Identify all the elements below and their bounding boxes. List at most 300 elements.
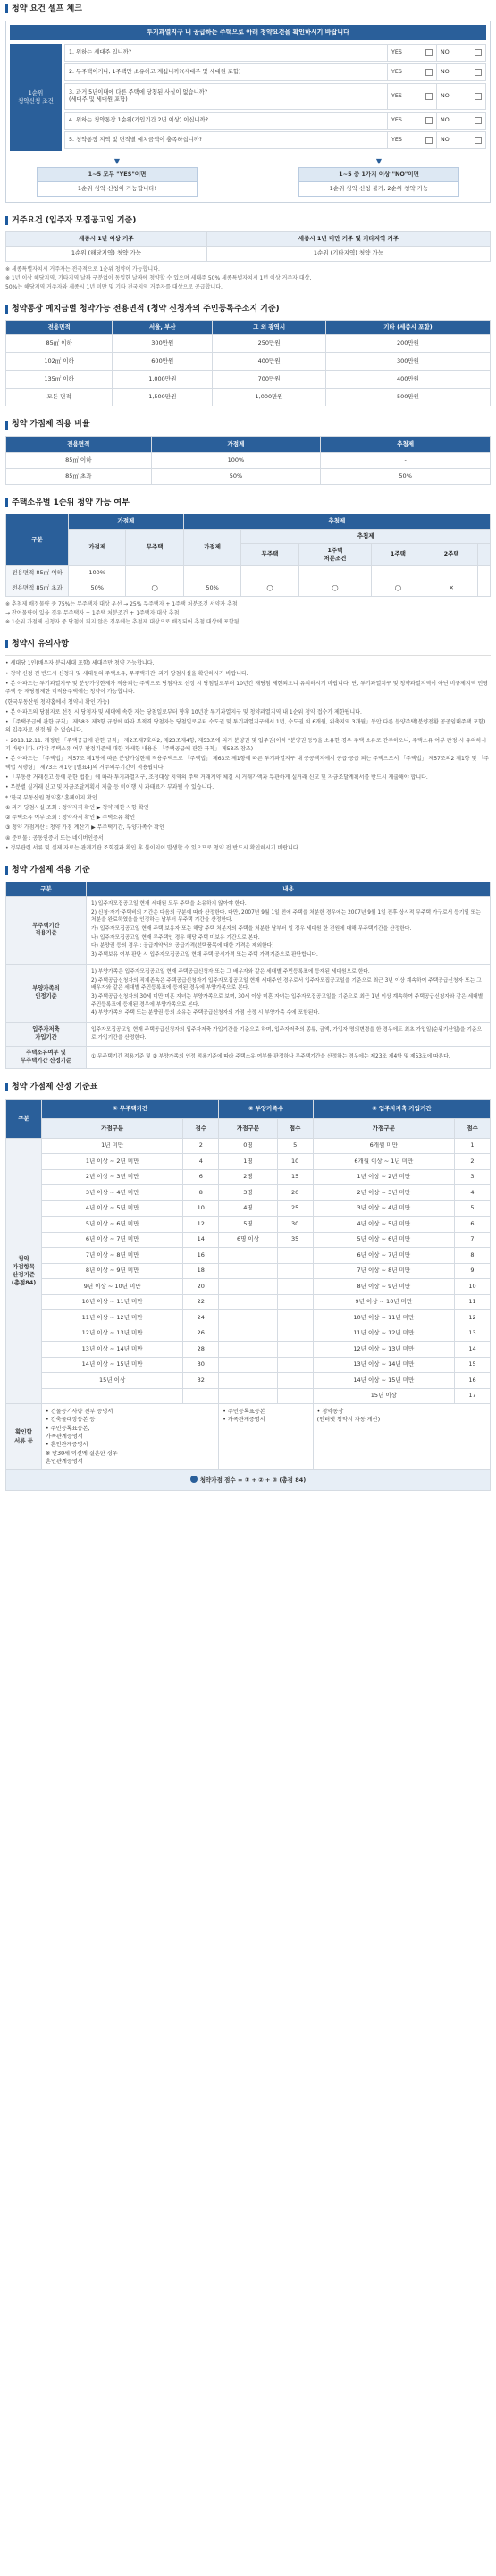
yes-checkbox[interactable] — [425, 117, 433, 124]
deposit-cell: 300만원 — [113, 335, 213, 353]
deposit-cell: 85㎡ 이하 — [6, 335, 113, 353]
criteria-title: 청약 가점제 적용 기준 — [12, 866, 90, 875]
residence-notes — [5, 265, 491, 291]
selfcheck-title: 청약 요건 셀프 체크 — [12, 4, 82, 13]
deposit-cell: 1,000만원 — [213, 389, 326, 406]
question-text: 2. 무주택이거나, 1주택만 소유하고 계십니까?(세대주 및 세대원 포함) — [69, 69, 241, 76]
criteria-line: 2) 주택공급신청자의 직계존속은 주택공급신청자가 입주자모집공고일 현재 세대주인 경우로서 입주자모집공고일을 기준으로 최근 3년 이상 계속하여 주택공급신청자 또는 그 배우자와 같은 세대별 주민등록표에 등재된 경우에 부양가족으로 본다. — [91, 977, 482, 991]
priority-sub: 무주택 — [241, 543, 298, 565]
criteria-key: 무주택기간 적용기준 — [6, 897, 87, 965]
priority-cell: 전용면적 85㎡ 초과 — [6, 581, 69, 596]
score-cell — [219, 1310, 277, 1326]
score-cell — [277, 1263, 313, 1279]
priority-cell: - — [372, 565, 425, 581]
score-cell: 13년 이상 ~ 14년 미만 — [42, 1342, 183, 1358]
section-title-score — [5, 1082, 491, 1093]
score-cell — [277, 1373, 313, 1389]
no-label: NO — [441, 92, 450, 99]
result-no — [298, 156, 459, 196]
no-label: NO — [441, 136, 450, 143]
score-cell: 7년 이상 ~ 8년 미만 — [313, 1263, 454, 1279]
ratio-cell: - — [321, 452, 491, 468]
score-cell: 18 — [183, 1263, 219, 1279]
ratio-cell: 50% — [151, 468, 321, 484]
selfcheck-question — [64, 44, 486, 62]
score-group: ② 부양가족수 — [219, 1099, 313, 1118]
no-label: NO — [441, 48, 450, 55]
residence-col1: 세종시 1년 이상 거주 — [6, 232, 207, 247]
score-cell: 2명 — [219, 1169, 277, 1185]
section-title-ratio — [5, 419, 491, 431]
score-cell — [219, 1279, 277, 1295]
table-row — [6, 335, 491, 353]
score-cell: 10년 이상 ~ 11년 미만 — [313, 1310, 454, 1326]
table-row — [6, 897, 491, 965]
priority-cell: - — [425, 565, 478, 581]
title-bar — [5, 1083, 8, 1091]
section-title-notice — [5, 639, 491, 650]
score-cell: 8년 이상 ~ 9년 미만 — [42, 1263, 183, 1279]
table-row — [6, 389, 491, 406]
score-cell: 0명 — [219, 1138, 277, 1154]
priority-cell: - — [298, 565, 371, 581]
priority-sub: 가점제 — [183, 529, 240, 565]
score-cell: 5 — [277, 1138, 313, 1154]
notice-item: • 「부동산 거래신고 등에 관한 법률」에 따라 투기과열지구, 조정대상 지역의 주택 거래계약 체결 시 거래가액과 무관하게 실거래 신고 및 자금조달계획서를 반드시 제출해야 합니다. — [5, 774, 428, 781]
priority-cell: - — [183, 565, 240, 581]
score-cell — [219, 1357, 277, 1373]
score-cell: 14 — [455, 1342, 491, 1358]
table-row — [6, 1169, 491, 1185]
priority-col-type: 구분 — [6, 514, 69, 565]
result-yes — [37, 156, 198, 196]
title-bar — [5, 4, 8, 13]
priority-cell: ◯ — [372, 581, 425, 596]
table-row — [6, 1294, 491, 1310]
score-cell: 1년 이상 ~ 2년 미만 — [42, 1154, 183, 1170]
no-option[interactable] — [436, 64, 485, 80]
residence-row2: 1순위 (기타지역) 청약 가능 — [206, 247, 490, 261]
ratio-cell: 100% — [151, 452, 321, 468]
criteria-key: 주택소유여부 및 무주택기간 산정기준 — [6, 1047, 87, 1069]
score-cell: 7 — [455, 1232, 491, 1248]
deposit-cell: 200만원 — [325, 335, 490, 353]
table-row — [6, 1217, 491, 1233]
table-row — [6, 1279, 491, 1295]
score-cell: 3년 이상 ~ 4년 미만 — [313, 1200, 454, 1217]
table-row — [6, 1200, 491, 1217]
notice-item: ③ 청약 가점계산 : 청약 가점 계산기 ▶ 무주택기간, 부양가족수 확인 — [5, 824, 164, 832]
score-cell: 12 — [455, 1310, 491, 1326]
residence-note: ※ 1년 이상 해당지역, 기타지역 날짜 구분없이 동일한 날짜에 청약할 수 있으며 세대주 50% 세종특별자치시 1년 이상 거주자 대상, — [5, 274, 312, 281]
priority-sub: 2주택 — [425, 543, 478, 565]
score-docs-row — [6, 1404, 491, 1470]
result-yes-title: 1~5 모두 "YES"이면 — [37, 167, 198, 182]
deposit-cell: 102㎡ 이하 — [6, 353, 113, 371]
priority-note: ※ 1순위 가점제 신청자 중 당첨이 되지 않은 경우에는 추첨제 대상으로 배정되어 추첨 대상에 포함됨 — [5, 618, 240, 625]
table-row — [6, 1138, 491, 1154]
selfcheck-question — [64, 83, 486, 110]
selfcheck-results — [10, 156, 486, 196]
notice-item: • 2018.12.11. 개정된 「주택공급에 관한 규칙」 제2조제7호의2, 제23조제4항, 제53조에 의거 분양권 및 입주권(이하 "분양권 등")을 소유한 경우 주택 소유로 간주하오니, 주택소유 여부 판정 시 유의하시기 바랍니다. (각각 주택소유 여부 판정기준에 대한 자세한 내용은 「주택공급에 관한 규칙」 제53조 참조) — [5, 737, 487, 753]
question-text: 5. 청약통장 지역 및 면적별 예치금액이 충족하십니까? — [69, 137, 203, 144]
priority-cell: 50% — [69, 581, 126, 596]
score-cell: 13 — [455, 1326, 491, 1342]
score-cell: 4 — [183, 1154, 219, 1170]
score-cell: 15 — [277, 1169, 313, 1185]
yes-option[interactable] — [387, 113, 436, 129]
selfcheck-question — [64, 63, 486, 81]
notice-list — [5, 655, 491, 852]
priority-cell: ◯ — [126, 581, 183, 596]
score-cell: 14년 이상 ~ 15년 미만 — [313, 1373, 454, 1389]
score-cell — [219, 1342, 277, 1358]
priority-sub: 추첨제 — [241, 529, 491, 543]
table-row — [6, 1373, 491, 1389]
score-cell: 2 — [455, 1154, 491, 1170]
score-side-label: 청약 가점항목 산정기준 (총점84) — [6, 1138, 42, 1404]
table-row — [6, 581, 491, 596]
priority-sub-empty — [478, 543, 491, 565]
no-checkbox[interactable] — [475, 137, 482, 144]
score-cell — [277, 1357, 313, 1373]
criteria-line: 4) 부양가족의 주택 또는 분양권 등의 소유는 주택공급신청자의 가점 산정 시 부양가족 수에 포함된다. — [91, 1010, 320, 1016]
score-cell: 8년 이상 ~ 9년 미만 — [313, 1279, 454, 1295]
score-cell: 12 — [183, 1217, 219, 1233]
table-row — [6, 1388, 491, 1404]
selfcheck-question — [64, 112, 486, 130]
yes-option[interactable] — [387, 84, 436, 109]
priority-cell: - — [126, 565, 183, 581]
priority-sub: 무주택 — [126, 529, 183, 565]
deposit-header: 전용면적 — [6, 321, 113, 335]
score-cell — [277, 1294, 313, 1310]
score-cell: 3명 — [219, 1185, 277, 1201]
score-cell: 1 — [455, 1138, 491, 1154]
score-cell: 4 — [455, 1185, 491, 1201]
notice-item: (한국부동산원 청약홈에서 청약시 확인 가능) — [5, 698, 110, 706]
score-cell: 28 — [183, 1342, 219, 1358]
score-cell: 3년 이상 ~ 4년 미만 — [42, 1185, 183, 1201]
no-checkbox[interactable] — [475, 69, 482, 76]
priority-note: → 잔여물량이 있을 경우 무주택자 + 1주택 처분조건 + 1주택자 대상 추첨 — [5, 609, 180, 616]
score-cell: 14년 이상 ~ 15년 미만 — [42, 1357, 183, 1373]
score-col-type: 구분 — [6, 1099, 42, 1138]
notice-item: ④ 준비물 : 공동인증서 또는 네이버인증서 — [5, 834, 104, 841]
table-row — [6, 1185, 491, 1201]
no-option[interactable] — [436, 84, 485, 109]
priority-sub: 1주택 처분조건 — [298, 543, 371, 565]
priority-cell: - — [241, 565, 298, 581]
no-checkbox[interactable] — [475, 93, 482, 100]
yes-label: YES — [391, 136, 402, 143]
score-cell: 10 — [277, 1154, 313, 1170]
score-cell: 15 — [455, 1357, 491, 1373]
page — [0, 4, 496, 1500]
score-cell — [219, 1263, 277, 1279]
score-cell: 5년 이상 ~ 6년 미만 — [313, 1232, 454, 1248]
score-cell: 6개월 이상 ~ 1년 미만 — [313, 1154, 454, 1170]
selfcheck-body — [10, 44, 486, 151]
deposit-cell: 135㎡ 이하 — [6, 371, 113, 389]
table-row — [6, 1022, 491, 1046]
score-sub: 가점구분 — [313, 1118, 454, 1138]
deposit-header: 기타 (세종시 포함) — [325, 321, 490, 335]
score-cell — [183, 1388, 219, 1404]
section-title-criteria — [5, 865, 491, 876]
score-cell: 5 — [455, 1200, 491, 1217]
priority-cell-empty — [478, 581, 491, 596]
score-body — [6, 1138, 491, 1404]
notice-item: * '한국 부동산원 청약홈' 홈페이지 확인 — [5, 794, 97, 801]
selfcheck-box — [5, 21, 491, 203]
table-row — [6, 1047, 491, 1069]
yes-checkbox[interactable] — [425, 137, 433, 144]
question-text: 1. 위하는 세대주 입니까? — [69, 49, 132, 56]
yes-label: YES — [391, 92, 402, 99]
score-group: ① 무주택기간 — [42, 1099, 219, 1118]
section-title-selfcheck — [5, 4, 491, 15]
table-row — [6, 1232, 491, 1248]
ratio-cell: 85㎡ 초과 — [6, 468, 152, 484]
title-bar — [5, 498, 8, 507]
selfcheck-question — [64, 131, 486, 149]
no-checkbox[interactable] — [475, 49, 482, 56]
question-text: 3. 과거 5년이내에 다른 주택에 당첨된 사실이 없습니까? (세대주 및 세대원 포함) — [69, 89, 208, 104]
no-label: NO — [441, 68, 450, 75]
no-checkbox[interactable] — [475, 117, 482, 124]
criteria-line: 1) 입주자모집공고일 현재 세대원 모두 주택을 소유하지 않아야 한다. — [91, 901, 247, 907]
score-cell — [42, 1388, 183, 1404]
table-row — [6, 1357, 491, 1373]
score-group: ③ 입주자저축 가입기간 — [313, 1099, 490, 1118]
criteria-line: 3) 주택공급신청자의 30세 미만 미혼 자녀는 부양가족으로 보며, 30세 이상 미혼 자녀는 입주자모집공고일을 기준으로 최근 1년 이상 계속하여 주택공급신청자와 같은 세대별 주민등록표에 등재된 경우에 부양가족으로 본다. — [91, 993, 483, 1008]
yes-label: YES — [391, 68, 402, 75]
deposit-cell: 1,000만원 — [113, 371, 213, 389]
score-doc-label: 확인할 서류 등 — [6, 1404, 42, 1470]
no-label: NO — [441, 116, 450, 123]
title-bar — [5, 640, 8, 648]
notice-item: • 무분별 실거래 신고 및 자금조달계획서 제출 등 미이행 시 과태료가 부과될 수 있습니다. — [5, 784, 214, 791]
priority-cell: 100% — [69, 565, 126, 581]
score-cell: 30 — [277, 1217, 313, 1233]
deposit-cell: 1,500만원 — [113, 389, 213, 406]
residence-row1: 1순위 (해당지역) 청약 가능 — [6, 247, 207, 261]
priority-cell: 전용면적 85㎡ 이하 — [6, 565, 69, 581]
score-cell: 2년 이상 ~ 3년 미만 — [42, 1169, 183, 1185]
table-row — [6, 1154, 491, 1170]
table-row — [6, 353, 491, 371]
criteria-line: 2) 신청·자기·주택비의 기간은 다음의 구분에 따라 산정한다. 다만, 2007년 9월 1일 전에 주택을 처분한 경우에는 2007년 9월 1일 전후 상시적 무주택 가구로서 등기일 또는 처분을 완료하였음을 인정하는 날부터 무주택 기간을 산정한다. — [91, 909, 481, 924]
criteria-line: 가) 입주자모집공고일 현재 주택 보유자 또는 해당 주택 처분자의 주택을 처분한 날부터 일 경우 세대원 한 전원에 대해 무주택기간을 산정한다. — [91, 926, 412, 933]
title-bar — [5, 421, 8, 430]
priority-table — [5, 514, 491, 596]
criteria-line: 나) 입주자모집공고일 현재 무주택인 경우 해당 주택 미보유 기간으로 본다. — [91, 934, 260, 941]
score-cell: 1명 — [219, 1154, 277, 1170]
score-cell: 12년 이상 ~ 13년 미만 — [42, 1326, 183, 1342]
residence-col2: 세종시 1년 미만 거주 및 기타지역 거주 — [206, 232, 490, 247]
criteria-value — [87, 897, 491, 965]
score-doc: • 청약통장 (인터넷 청약시 자동 계산) — [313, 1404, 490, 1470]
score-formula-text: 청약가점 점수 = ① + ② + ③ (총점 84) — [199, 1476, 307, 1485]
score-formula — [6, 1470, 491, 1491]
yes-option[interactable] — [387, 45, 436, 61]
priority-sub: 1주택 — [372, 543, 425, 565]
score-cell: 2년 이상 ~ 3년 미만 — [313, 1185, 454, 1201]
score-cell: 30 — [183, 1357, 219, 1373]
yes-checkbox[interactable] — [425, 93, 433, 100]
section-title-residence — [5, 215, 491, 227]
deposit-cell: 모든 면적 — [6, 389, 113, 406]
notice-item: • 본 아파트는 투기과열지구 및 분양가상한제가 적용되는 주택으로 당첨자로 선정 시 당첨일로부터 10년간 재당첨 제한되오니 유의하시기 바랍니다. 단, 투기과열지구 및 청약과열지역이 아닌 비규제지역 민영주택 등 재당첨제한 미적용주택에는 청약이 가능합니다. — [5, 680, 488, 696]
score-cell: 4명 — [219, 1200, 277, 1217]
score-cell: 6 — [183, 1169, 219, 1185]
result-no-body: 1순위 청약 신청 불가, 2순위 청약 가능 — [298, 182, 459, 197]
score-sub: 가점구분 — [219, 1118, 277, 1138]
priority-col-lottery: 추첨제 — [183, 514, 490, 529]
selfcheck-side-label-text: 1순위 청약신청 조건 — [18, 89, 54, 105]
bullet-icon — [190, 1476, 198, 1483]
score-cell: 9년 이상 ~ 10년 미만 — [313, 1294, 454, 1310]
selfcheck-side-label — [10, 44, 62, 151]
section-title-priority — [5, 498, 491, 509]
score-cell: 7년 이상 ~ 8년 미만 — [42, 1248, 183, 1264]
deposit-cell: 600만원 — [113, 353, 213, 371]
score-cell — [277, 1279, 313, 1295]
yes-option[interactable] — [387, 132, 436, 148]
notice-item: • 「주택공급에 관한 규칙」 제58조 제3항 규정에 따라 부적격 당첨자는 당첨일로부터 수도권 및 투기과열지구에서 1년, 수도권 외 6개월, 위축지역 3개월」동안 다른 분양주택(분양전환 공공임대주택 포함)의 입주자로 선정 될 수 없습니다. — [5, 719, 486, 734]
score-sub: 점수 — [183, 1118, 219, 1138]
arrow-down-icon: ▼ — [375, 157, 383, 166]
yes-label: YES — [391, 48, 402, 55]
score-cell: 5년 이상 ~ 6년 미만 — [42, 1217, 183, 1233]
score-formula-row — [6, 1470, 491, 1491]
notice-item: ① 과거 당첨사실 조회 : 청약자격 확인 ▶ 청약 제한 사항 확인 — [5, 804, 149, 811]
table-row — [6, 1342, 491, 1358]
score-cell: 15년 이상 — [313, 1388, 454, 1404]
residence-note: ※ 세종특별자치시 거주자는 전국적으로 1순위 청약이 가능합니다. — [5, 265, 160, 272]
priority-cell: 50% — [183, 581, 240, 596]
score-cell — [219, 1294, 277, 1310]
yes-checkbox[interactable] — [425, 69, 433, 76]
priority-sub: 가점제 — [69, 529, 126, 565]
score-title: 청약 가점제 산정 기준표 — [12, 1082, 98, 1091]
table-row — [6, 1326, 491, 1342]
yes-label: YES — [391, 116, 402, 123]
arrow-down-icon: ▼ — [113, 157, 121, 166]
yes-checkbox[interactable] — [425, 49, 433, 56]
score-cell: 9 — [455, 1263, 491, 1279]
table-row — [6, 1310, 491, 1326]
residence-title: 거주요건 (입주자 모집공고일 기준) — [12, 215, 137, 225]
notice-item: • 본 아파트는 「주택법」 제57조 제1항에 따른 분양가상한제 적용주택으로 「주택법」 제63조 제1항에 따른 투기과열지구 내 공공택지에서 공급·공급 되는 주택으로서 「주택법」 제57조의2 제1항 및 「주택법 시행령」 제73조 제1항 [별표4]의 거주의무기간이 적용됩니다. — [5, 756, 490, 771]
deposit-cell: 400만원 — [213, 353, 326, 371]
deposit-cell: 250만원 — [213, 335, 326, 353]
score-cell: 32 — [183, 1373, 219, 1389]
score-cell: 11 — [455, 1294, 491, 1310]
deposit-title: 청약통장 예치금별 청약가능 전용면적 (청약 신청자의 주민등록주소지 기준) — [12, 304, 280, 314]
score-cell: 5명 — [219, 1217, 277, 1233]
score-cell — [219, 1248, 277, 1264]
score-cell: 35 — [277, 1232, 313, 1248]
score-cell: 16 — [455, 1373, 491, 1389]
yes-option[interactable] — [387, 64, 436, 80]
ratio-header: 전용면적 — [6, 436, 152, 452]
notice-item: • 본 아파트의 당첨자로 선정 시 당첨자 및 세대에 속한 자는 당첨일로부터 향후 10년간 투기과열지구 및 청약과열지역 내 1순위 청약 접수가 제한됩니다. — [5, 708, 362, 715]
table-row — [6, 468, 491, 484]
priority-cell: ✕ — [425, 581, 478, 596]
table-row — [6, 452, 491, 468]
no-option[interactable] — [436, 132, 485, 148]
result-yes-body: 1순위 청약 신청이 가능합니다! — [37, 182, 198, 197]
criteria-value — [87, 1047, 491, 1069]
title-bar — [5, 866, 8, 875]
score-cell: 9년 이상 ~ 10년 미만 — [42, 1279, 183, 1295]
score-cell: 10년 이상 ~ 11년 미만 — [42, 1294, 183, 1310]
section-title-deposit — [5, 304, 491, 315]
criteria-col-type: 구분 — [6, 882, 87, 896]
residence-table — [5, 231, 491, 261]
deposit-cell: 500만원 — [325, 389, 490, 406]
criteria-table — [5, 882, 491, 1069]
score-cell: 13년 이상 ~ 14년 미만 — [313, 1357, 454, 1373]
score-cell: 24 — [183, 1310, 219, 1326]
notice-item: • 세대당 1인(배우자 분리세대 포함) 세대주만 청약 가능합니다. — [5, 660, 155, 667]
score-cell — [219, 1373, 277, 1389]
score-doc: • 주민등록표등본 • 가족관계증명서 — [219, 1404, 313, 1470]
table-row — [6, 964, 491, 1022]
score-cell: 1년 이상 ~ 2년 미만 — [313, 1169, 454, 1185]
deposit-header: 서울, 부산 — [113, 321, 213, 335]
score-cell: 20 — [277, 1185, 313, 1201]
priority-cell: ◯ — [241, 581, 298, 596]
priority-cell: ◯ — [298, 581, 371, 596]
score-cell: 11년 이상 ~ 12년 미만 — [313, 1326, 454, 1342]
criteria-line: ① 무주택기간 적용기준 및 ② 부양가족의 인정 적용기준에 따라 주택소유 여부를 판정하나 무주택기간을 산정하는 경우에는 제23조 제4항 및 제53조에 따른다. — [91, 1054, 450, 1060]
score-cell — [219, 1326, 277, 1342]
score-cell: 10 — [455, 1279, 491, 1295]
criteria-line: 3) 주택보유 여부 판단 시 입주자모집공고일 현재 주택 공시가격 또는 주택 가격기준으로 판단합니다. — [91, 952, 318, 958]
notice-title: 청약시 유의사항 — [12, 639, 69, 648]
table-row — [6, 1263, 491, 1279]
criteria-value — [87, 1022, 491, 1046]
priority-cell-empty — [478, 565, 491, 581]
score-cell — [277, 1388, 313, 1404]
no-option[interactable] — [436, 45, 485, 61]
question-text: 4. 위하는 청약통장 1순위(가입기간 2년 이상) 이십니까? — [69, 117, 208, 124]
score-cell: 4년 이상 ~ 5년 미만 — [42, 1200, 183, 1217]
priority-notes — [5, 600, 491, 626]
notice-item: • 청약 신청 전 반드시 신청자 및 세대원의 주택소유, 무주택기간, 과거 당첨사실을 확인하시기 바랍니다. — [5, 670, 248, 677]
table-row — [6, 1248, 491, 1264]
selfcheck-questions — [64, 44, 486, 151]
priority-col-point: 가점제 — [69, 514, 184, 529]
score-cell — [277, 1326, 313, 1342]
score-sub: 점수 — [277, 1118, 313, 1138]
score-cell: 14 — [183, 1232, 219, 1248]
criteria-key: 부양가족의 인정기준 — [6, 964, 87, 1022]
score-cell: 3 — [455, 1169, 491, 1185]
score-cell: 1년 미만 — [42, 1138, 183, 1154]
deposit-header: 그 외 광역시 — [213, 321, 326, 335]
score-sub: 점수 — [455, 1118, 491, 1138]
priority-note: ※ 추첨제 배정물량 중 75%는 무주택자 대상 우선 → 25% 무주택자 + 1주택 처분조건 서약자 추첨 — [5, 600, 238, 607]
score-cell: 17 — [455, 1388, 491, 1404]
table-row — [6, 565, 491, 581]
no-option[interactable] — [436, 113, 485, 129]
score-cell: 8 — [183, 1185, 219, 1201]
score-cell: 8 — [455, 1248, 491, 1264]
